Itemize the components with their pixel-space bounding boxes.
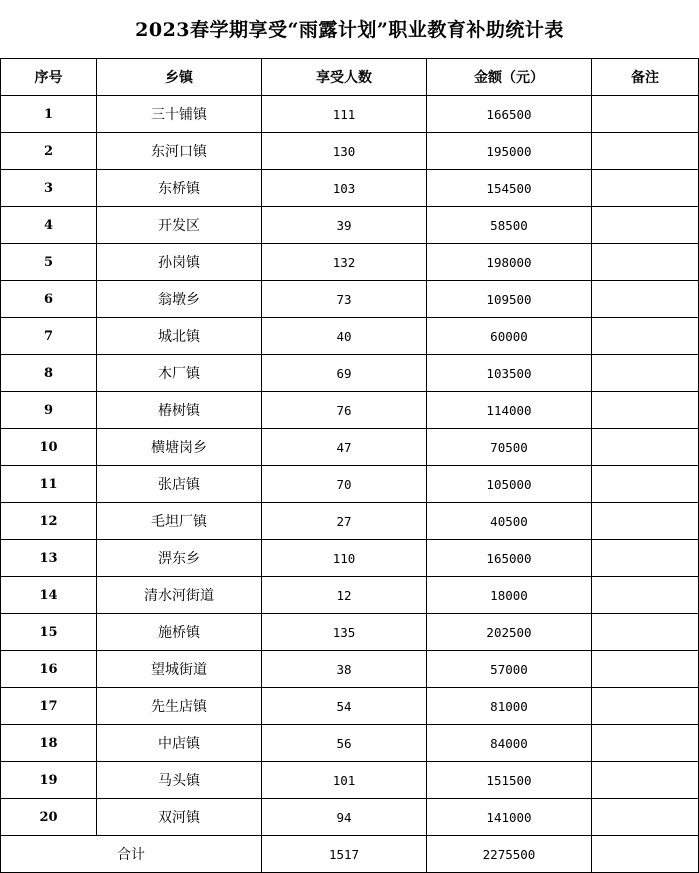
table-row [1,355,699,392]
row-seq: 14 [1,577,97,614]
row-note [592,799,699,836]
row-count: 12 [262,577,427,614]
row-town: 施桥镇 [97,614,262,651]
table-row [1,725,699,762]
row-note [592,651,699,688]
header-note: 备注 [592,59,699,96]
row-seq: 1 [1,96,97,133]
row-seq: 4 [1,207,97,244]
row-town: 翁墩乡 [97,281,262,318]
row-note [592,429,699,466]
row-seq: 17 [1,688,97,725]
row-town: 张店镇 [97,466,262,503]
row-amount: 198000 [427,244,592,281]
row-note [592,355,699,392]
row-amount: 114000 [427,392,592,429]
row-seq: 16 [1,651,97,688]
row-amount: 105000 [427,466,592,503]
row-count: 103 [262,170,427,207]
row-seq: 3 [1,170,97,207]
row-town: 先生店镇 [97,688,262,725]
row-count: 94 [262,799,427,836]
header-count: 享受人数 [262,59,427,96]
row-note [592,170,699,207]
row-note [592,577,699,614]
row-seq: 5 [1,244,97,281]
row-seq: 15 [1,614,97,651]
row-amount: 70500 [427,429,592,466]
row-note [592,96,699,133]
table-row [1,170,699,207]
row-amount: 195000 [427,133,592,170]
row-town: 清水河街道 [97,577,262,614]
row-seq: 8 [1,355,97,392]
table-row [1,762,699,799]
row-amount: 141000 [427,799,592,836]
row-town: 木厂镇 [97,355,262,392]
row-note [592,281,699,318]
row-seq: 12 [1,503,97,540]
table-row [1,651,699,688]
row-seq: 9 [1,392,97,429]
table-row [1,318,699,355]
row-amount: 154500 [427,170,592,207]
row-town: 横塘岗乡 [97,429,262,466]
table-row [1,244,699,281]
row-seq: 13 [1,540,97,577]
table-row [1,688,699,725]
row-amount: 58500 [427,207,592,244]
total-label: 合计 [1,836,262,873]
table-row [1,429,699,466]
table-row [1,466,699,503]
row-seq: 6 [1,281,97,318]
row-seq: 18 [1,725,97,762]
header-seq: 序号 [1,59,97,96]
row-town: 淠东乡 [97,540,262,577]
row-note [592,244,699,281]
row-amount: 40500 [427,503,592,540]
table-row [1,540,699,577]
row-amount: 165000 [427,540,592,577]
table-row [1,799,699,836]
table-row [1,133,699,170]
header-amount: 金额（元） [427,59,592,96]
row-note [592,614,699,651]
row-town: 孙岗镇 [97,244,262,281]
table-row [1,207,699,244]
table-row [1,281,699,318]
row-amount: 202500 [427,614,592,651]
row-town: 城北镇 [97,318,262,355]
row-amount: 151500 [427,762,592,799]
row-amount: 81000 [427,688,592,725]
row-count: 130 [262,133,427,170]
total-count: 1517 [262,836,427,873]
row-amount: 103500 [427,355,592,392]
row-town: 中店镇 [97,725,262,762]
row-note [592,392,699,429]
row-town: 椿树镇 [97,392,262,429]
row-note [592,688,699,725]
row-count: 110 [262,540,427,577]
row-amount: 166500 [427,96,592,133]
row-note [592,762,699,799]
row-town: 开发区 [97,207,262,244]
row-town: 毛坦厂镇 [97,503,262,540]
row-note [592,466,699,503]
row-amount: 18000 [427,577,592,614]
row-seq: 2 [1,133,97,170]
table-row [1,577,699,614]
row-count: 70 [262,466,427,503]
row-amount: 60000 [427,318,592,355]
total-note [592,836,699,873]
row-note [592,207,699,244]
subsidy-table [0,58,699,873]
row-note [592,318,699,355]
row-count: 111 [262,96,427,133]
header-row [1,59,699,96]
table-row [1,392,699,429]
row-note [592,725,699,762]
row-amount: 57000 [427,651,592,688]
row-town: 双河镇 [97,799,262,836]
row-amount: 109500 [427,281,592,318]
row-town: 东桥镇 [97,170,262,207]
row-count: 132 [262,244,427,281]
row-count: 56 [262,725,427,762]
row-seq: 10 [1,429,97,466]
table-title: 2023春学期享受“雨露计划”职业教育补助统计表 [135,19,564,41]
row-seq: 7 [1,318,97,355]
row-count: 47 [262,429,427,466]
table-row [1,503,699,540]
row-count: 135 [262,614,427,651]
table-row [1,614,699,651]
header-town: 乡镇 [97,59,262,96]
total-row [1,836,699,873]
total-amount: 2275500 [427,836,592,873]
row-note [592,133,699,170]
row-seq: 20 [1,799,97,836]
row-count: 76 [262,392,427,429]
row-amount: 84000 [427,725,592,762]
row-count: 39 [262,207,427,244]
row-town: 望城街道 [97,651,262,688]
table-row [1,96,699,133]
row-town: 东河口镇 [97,133,262,170]
row-count: 73 [262,281,427,318]
row-count: 101 [262,762,427,799]
row-town: 马头镇 [97,762,262,799]
row-note [592,540,699,577]
row-count: 69 [262,355,427,392]
row-count: 40 [262,318,427,355]
row-count: 27 [262,503,427,540]
row-town: 三十铺镇 [97,96,262,133]
row-count: 54 [262,688,427,725]
row-note [592,503,699,540]
row-seq: 11 [1,466,97,503]
row-seq: 19 [1,762,97,799]
row-count: 38 [262,651,427,688]
